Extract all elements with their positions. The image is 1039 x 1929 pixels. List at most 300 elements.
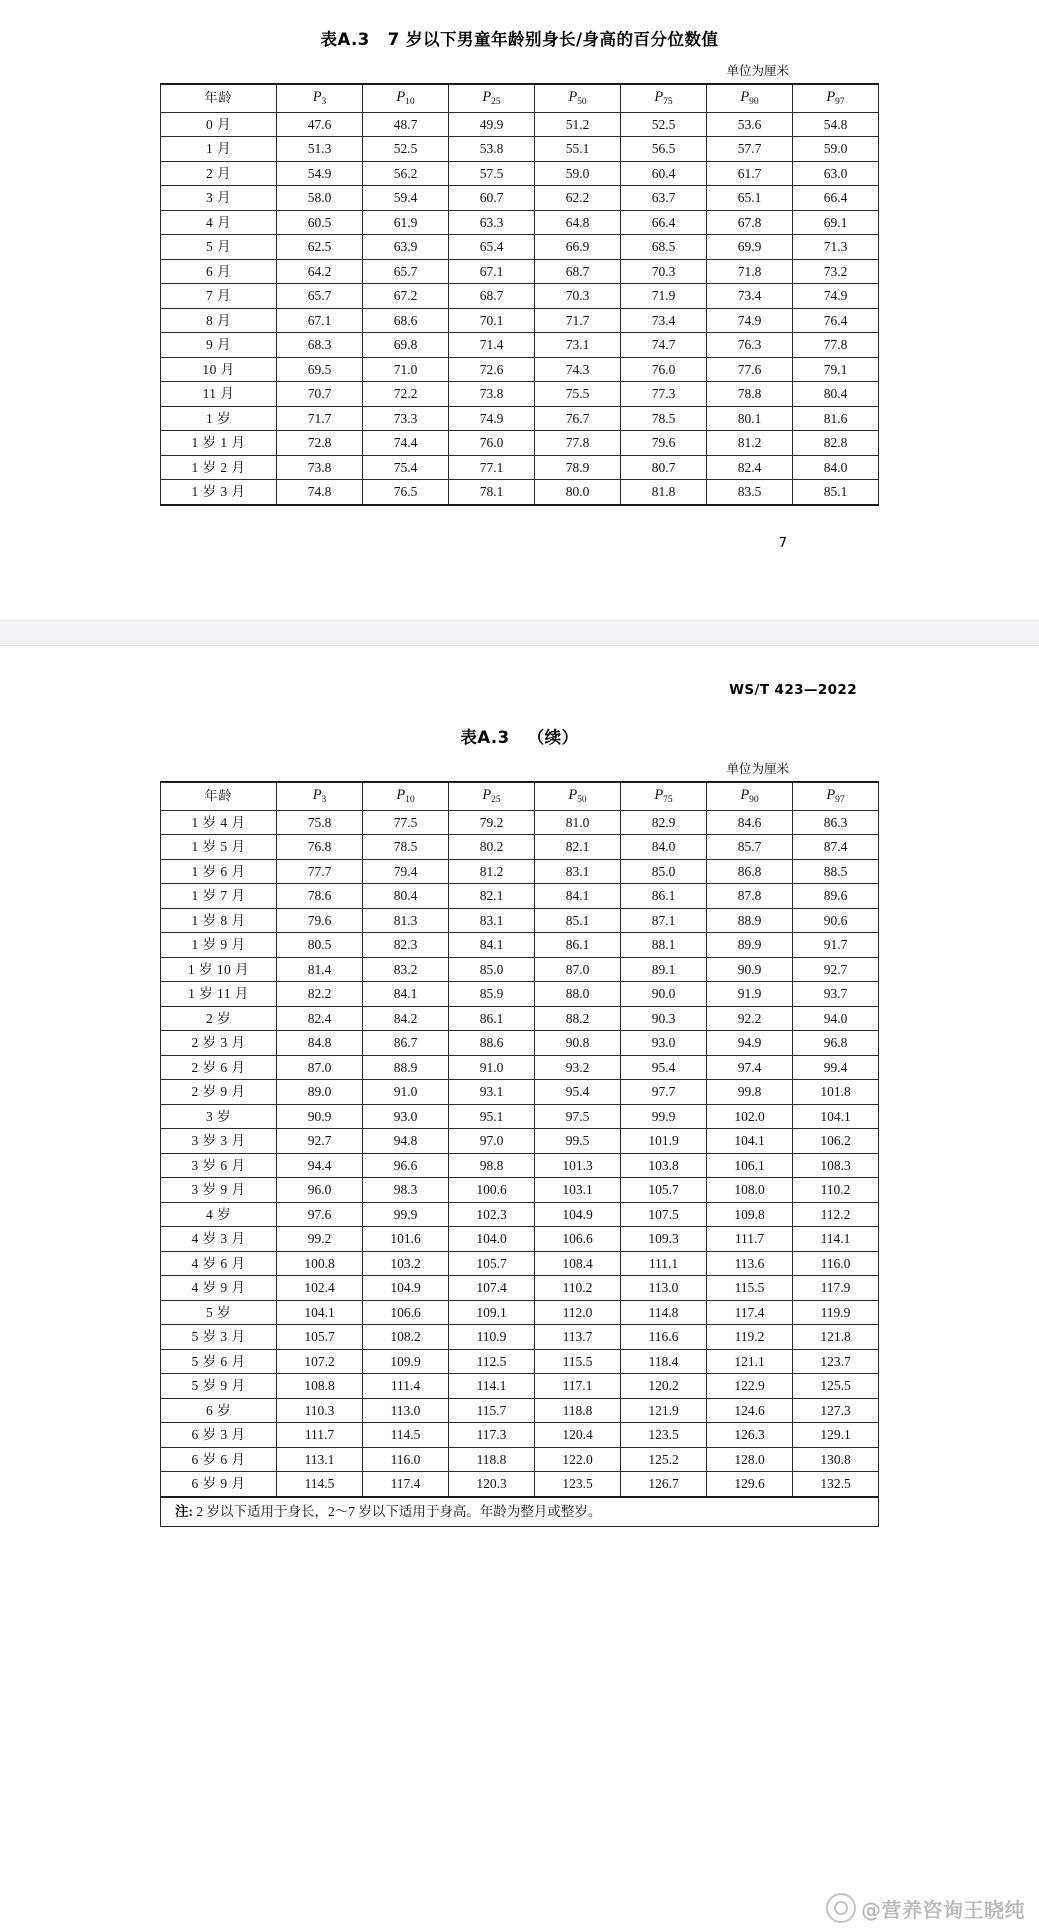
cell-p90: 122.9	[707, 1374, 793, 1399]
cell-p50: 110.2	[535, 1276, 621, 1301]
table-one-title-text: 7 岁以下男童年龄别身长/身高的百分位数值	[387, 30, 719, 49]
cell-p10: 88.9	[363, 1055, 449, 1080]
cell-p97: 101.8	[793, 1080, 879, 1105]
cell-p10: 83.2	[363, 957, 449, 982]
percentile-label: $P_{97}$	[826, 89, 845, 107]
table-row	[161, 1104, 879, 1129]
cell-p25: 102.3	[449, 1202, 535, 1227]
cell-p50: 123.5	[535, 1472, 621, 1497]
cell-p90: 87.8	[707, 884, 793, 909]
cell-p75: 107.5	[621, 1202, 707, 1227]
cell-p75: 56.5	[621, 137, 707, 162]
weibo-logo-icon	[826, 1893, 856, 1923]
percentile-label: $P_{10}$	[396, 787, 415, 805]
cell-p50: 62.2	[535, 186, 621, 211]
cell-p90: 67.8	[707, 210, 793, 235]
cell-p75: 80.7	[621, 455, 707, 480]
cell-age: 4 岁 6 月	[161, 1251, 277, 1276]
cell-p90: 97.4	[707, 1055, 793, 1080]
cell-p97: 66.4	[793, 186, 879, 211]
column-header-age	[161, 782, 277, 810]
cell-p90: 121.1	[707, 1349, 793, 1374]
cell-p90: 126.3	[707, 1423, 793, 1448]
table-row	[161, 1325, 879, 1350]
cell-p97: 110.2	[793, 1178, 879, 1203]
table-row	[161, 1349, 879, 1374]
cell-p10: 56.2	[363, 161, 449, 186]
cell-p25: 68.7	[449, 284, 535, 309]
cell-p97: 96.8	[793, 1031, 879, 1056]
cell-p75: 90.0	[621, 982, 707, 1007]
cell-p25: 86.1	[449, 1006, 535, 1031]
percentile-label: $P_{50}$	[568, 89, 587, 107]
cell-p10: 78.5	[363, 835, 449, 860]
cell-p10: 111.4	[363, 1374, 449, 1399]
cell-p90: 78.8	[707, 382, 793, 407]
table-two-body	[161, 810, 879, 1497]
cell-age: 4 岁 3 月	[161, 1227, 277, 1252]
document-page-two	[0, 646, 1039, 1929]
table-row	[161, 235, 879, 260]
cell-p97: 123.7	[793, 1349, 879, 1374]
cell-age: 1 岁 2 月	[161, 455, 277, 480]
cell-p75: 103.8	[621, 1153, 707, 1178]
cell-p75: 81.8	[621, 480, 707, 505]
cell-p90: 124.6	[707, 1398, 793, 1423]
table-two-unit-label: 单位为厘米	[726, 761, 789, 776]
cell-p25: 107.4	[449, 1276, 535, 1301]
cell-p97: 106.2	[793, 1129, 879, 1154]
column-header-p50	[535, 782, 621, 810]
cell-p10: 59.4	[363, 186, 449, 211]
table-two-header	[161, 782, 879, 810]
cell-p3: 99.2	[277, 1227, 363, 1252]
cell-p75: 95.4	[621, 1055, 707, 1080]
cell-p3: 114.5	[277, 1472, 363, 1497]
cell-p75: 79.6	[621, 431, 707, 456]
table-two-title-text: （续）	[527, 728, 579, 747]
column-header-age	[161, 84, 277, 112]
cell-p97: 125.5	[793, 1374, 879, 1399]
cell-p50: 117.1	[535, 1374, 621, 1399]
cell-age: 7 月	[161, 284, 277, 309]
cell-p10: 81.3	[363, 908, 449, 933]
cell-p10: 109.9	[363, 1349, 449, 1374]
cell-age: 1 岁 4 月	[161, 810, 277, 835]
cell-p25: 114.1	[449, 1374, 535, 1399]
cell-age: 9 月	[161, 333, 277, 358]
cell-p25: 109.1	[449, 1300, 535, 1325]
cell-p97: 88.5	[793, 859, 879, 884]
percentile-label: $P_{97}$	[826, 787, 845, 805]
cell-p90: 94.9	[707, 1031, 793, 1056]
table-two-title	[0, 698, 1039, 748]
column-header-p90	[707, 782, 793, 810]
cell-p10: 67.2	[363, 284, 449, 309]
cell-p3: 54.9	[277, 161, 363, 186]
cell-p25: 82.1	[449, 884, 535, 909]
cell-age: 4 岁 9 月	[161, 1276, 277, 1301]
cell-p10: 76.5	[363, 480, 449, 505]
cell-p97: 114.1	[793, 1227, 879, 1252]
cell-p10: 113.0	[363, 1398, 449, 1423]
cell-p75: 78.5	[621, 406, 707, 431]
column-header-p10	[363, 782, 449, 810]
cell-p97: 129.1	[793, 1423, 879, 1448]
cell-p75: 87.1	[621, 908, 707, 933]
table-row	[161, 308, 879, 333]
cell-p75: 68.5	[621, 235, 707, 260]
column-header-p50	[535, 84, 621, 112]
cell-p10: 74.4	[363, 431, 449, 456]
table-one-header	[161, 84, 879, 112]
cell-p75: 74.7	[621, 333, 707, 358]
cell-p75: 88.1	[621, 933, 707, 958]
column-header-p90	[707, 84, 793, 112]
cell-age: 11 月	[161, 382, 277, 407]
cell-p10: 84.1	[363, 982, 449, 1007]
cell-p97: 82.8	[793, 431, 879, 456]
cell-p97: 69.1	[793, 210, 879, 235]
cell-p50: 93.2	[535, 1055, 621, 1080]
standard-header: WS/T 423—2022	[729, 682, 857, 698]
cell-p75: 111.1	[621, 1251, 707, 1276]
cell-p25: 104.0	[449, 1227, 535, 1252]
cell-p90: 83.5	[707, 480, 793, 505]
cell-p10: 98.3	[363, 1178, 449, 1203]
cell-p97: 59.0	[793, 137, 879, 162]
cell-p75: 52.5	[621, 112, 707, 137]
cell-p25: 73.8	[449, 382, 535, 407]
cell-p25: 95.1	[449, 1104, 535, 1129]
cell-p97: 71.3	[793, 235, 879, 260]
cell-p10: 48.7	[363, 112, 449, 137]
cell-age: 1 岁 8 月	[161, 908, 277, 933]
table-row	[161, 1006, 879, 1031]
cell-p90: 99.8	[707, 1080, 793, 1105]
cell-p10: 61.9	[363, 210, 449, 235]
column-header-p3	[277, 782, 363, 810]
cell-p25: 74.9	[449, 406, 535, 431]
cell-p90: 117.4	[707, 1300, 793, 1325]
cell-p50: 122.0	[535, 1447, 621, 1472]
cell-p25: 91.0	[449, 1055, 535, 1080]
cell-p3: 68.3	[277, 333, 363, 358]
cell-p10: 108.2	[363, 1325, 449, 1350]
cell-p75: 85.0	[621, 859, 707, 884]
cell-p50: 95.4	[535, 1080, 621, 1105]
cell-age: 2 岁	[161, 1006, 277, 1031]
cell-p10: 96.6	[363, 1153, 449, 1178]
cell-p97: 73.2	[793, 259, 879, 284]
cell-age: 1 岁 1 月	[161, 431, 277, 456]
cell-p3: 76.8	[277, 835, 363, 860]
cell-age: 6 岁 9 月	[161, 1472, 277, 1497]
cell-p75: 89.1	[621, 957, 707, 982]
cell-p3: 58.0	[277, 186, 363, 211]
cell-p97: 74.9	[793, 284, 879, 309]
cell-p97: 63.0	[793, 161, 879, 186]
cell-p3: 69.5	[277, 357, 363, 382]
cell-age: 6 岁	[161, 1398, 277, 1423]
cell-p90: 77.6	[707, 357, 793, 382]
cell-p10: 79.4	[363, 859, 449, 884]
table-two-footer	[161, 1497, 879, 1527]
cell-p3: 110.3	[277, 1398, 363, 1423]
cell-age: 1 岁 7 月	[161, 884, 277, 909]
table-two	[160, 781, 879, 1527]
cell-p97: 119.9	[793, 1300, 879, 1325]
cell-p50: 104.9	[535, 1202, 621, 1227]
cell-p25: 83.1	[449, 908, 535, 933]
cell-p90: 69.9	[707, 235, 793, 260]
cell-p50: 78.9	[535, 455, 621, 480]
cell-age: 1 岁	[161, 406, 277, 431]
table-row	[161, 1374, 879, 1399]
column-header-p3	[277, 84, 363, 112]
cell-age: 3 岁 6 月	[161, 1153, 277, 1178]
cell-p10: 93.0	[363, 1104, 449, 1129]
cell-p3: 82.2	[277, 982, 363, 1007]
cell-p25: 49.9	[449, 112, 535, 137]
cell-p97: 80.4	[793, 382, 879, 407]
cell-p25: 79.2	[449, 810, 535, 835]
cell-p10: 77.5	[363, 810, 449, 835]
cell-p90: 73.4	[707, 284, 793, 309]
cell-p75: 86.1	[621, 884, 707, 909]
cell-p75: 73.4	[621, 308, 707, 333]
table-row	[161, 1398, 879, 1423]
table-one-header-row	[161, 84, 879, 112]
cell-p10: 86.7	[363, 1031, 449, 1056]
table-row	[161, 1031, 879, 1056]
cell-p50: 84.1	[535, 884, 621, 909]
cell-p90: 119.2	[707, 1325, 793, 1350]
cell-p25: 100.6	[449, 1178, 535, 1203]
cell-p97: 76.4	[793, 308, 879, 333]
cell-p3: 107.2	[277, 1349, 363, 1374]
cell-p90: 128.0	[707, 1447, 793, 1472]
cell-p25: 115.7	[449, 1398, 535, 1423]
cell-p25: 85.0	[449, 957, 535, 982]
cell-p97: 94.0	[793, 1006, 879, 1031]
cell-age: 5 月	[161, 235, 277, 260]
table-row	[161, 1202, 879, 1227]
cell-p25: 67.1	[449, 259, 535, 284]
table-row	[161, 1178, 879, 1203]
table-two-title-prefix: 表A.3	[460, 728, 510, 747]
column-header-p97	[793, 84, 879, 112]
table-one	[160, 83, 879, 506]
cell-p50: 73.1	[535, 333, 621, 358]
cell-p25: 97.0	[449, 1129, 535, 1154]
cell-p75: 71.9	[621, 284, 707, 309]
cell-p97: 85.1	[793, 480, 879, 505]
note-text: 2 岁以下适用于身长，2～7 岁以下适用于身高。年龄为整月或整岁。	[196, 1503, 602, 1519]
cell-p75: 82.9	[621, 810, 707, 835]
column-header-p97	[793, 782, 879, 810]
table-two-note-cell	[161, 1497, 879, 1527]
cell-p75: 121.9	[621, 1398, 707, 1423]
cell-p97: 89.6	[793, 884, 879, 909]
table-row	[161, 1227, 879, 1252]
table-row	[161, 884, 879, 909]
cell-p25: 71.4	[449, 333, 535, 358]
percentile-label: $P_{75}$	[654, 89, 673, 107]
cell-p25: 85.9	[449, 982, 535, 1007]
table-row	[161, 1055, 879, 1080]
cell-p90: 65.1	[707, 186, 793, 211]
cell-p90: 113.6	[707, 1251, 793, 1276]
cell-p50: 108.4	[535, 1251, 621, 1276]
cell-p75: 123.5	[621, 1423, 707, 1448]
cell-p97: 93.7	[793, 982, 879, 1007]
cell-p97: 132.5	[793, 1472, 879, 1497]
cell-p3: 104.1	[277, 1300, 363, 1325]
cell-p50: 112.0	[535, 1300, 621, 1325]
cell-p90: 104.1	[707, 1129, 793, 1154]
cell-p25: 84.1	[449, 933, 535, 958]
table-row	[161, 957, 879, 982]
table-two-header-row	[161, 782, 879, 810]
cell-age: 1 岁 6 月	[161, 859, 277, 884]
cell-p25: 78.1	[449, 480, 535, 505]
cell-p97: 121.8	[793, 1325, 879, 1350]
percentile-label: $P_{75}$	[654, 787, 673, 805]
cell-p90: 85.7	[707, 835, 793, 860]
cell-age: 8 月	[161, 308, 277, 333]
cell-p25: 112.5	[449, 1349, 535, 1374]
table-row	[161, 1129, 879, 1154]
percentile-label: $P_{10}$	[396, 89, 415, 107]
cell-p3: 79.6	[277, 908, 363, 933]
cell-p3: 73.8	[277, 455, 363, 480]
cell-p90: 76.3	[707, 333, 793, 358]
cell-p50: 77.8	[535, 431, 621, 456]
cell-p3: 77.7	[277, 859, 363, 884]
cell-p10: 68.6	[363, 308, 449, 333]
cell-p90: 84.6	[707, 810, 793, 835]
cell-p25: 70.1	[449, 308, 535, 333]
percentile-label: $P_3$	[312, 787, 327, 805]
cell-p3: 51.3	[277, 137, 363, 162]
cell-age: 4 岁	[161, 1202, 277, 1227]
cell-p97: 87.4	[793, 835, 879, 860]
cell-p90: 115.5	[707, 1276, 793, 1301]
cell-p25: 88.6	[449, 1031, 535, 1056]
cell-p50: 76.7	[535, 406, 621, 431]
cell-p75: 76.0	[621, 357, 707, 382]
cell-p97: 92.7	[793, 957, 879, 982]
cell-p90: 71.8	[707, 259, 793, 284]
table-row	[161, 982, 879, 1007]
table-row	[161, 835, 879, 860]
cell-p25: 80.2	[449, 835, 535, 860]
cell-p90: 109.8	[707, 1202, 793, 1227]
cell-p10: 63.9	[363, 235, 449, 260]
table-row	[161, 933, 879, 958]
cell-p3: 75.8	[277, 810, 363, 835]
table-row	[161, 1447, 879, 1472]
cell-p90: 88.9	[707, 908, 793, 933]
cell-p97: 108.3	[793, 1153, 879, 1178]
cell-p75: 101.9	[621, 1129, 707, 1154]
cell-p97: 81.6	[793, 406, 879, 431]
cell-p10: 116.0	[363, 1447, 449, 1472]
percentile-label: $P_{25}$	[482, 89, 501, 107]
cell-p3: 105.7	[277, 1325, 363, 1350]
cell-p50: 115.5	[535, 1349, 621, 1374]
table-row	[161, 1300, 879, 1325]
cell-p90: 80.1	[707, 406, 793, 431]
table-row	[161, 210, 879, 235]
cell-p3: 62.5	[277, 235, 363, 260]
cell-p50: 103.1	[535, 1178, 621, 1203]
table-row	[161, 455, 879, 480]
cell-p50: 82.1	[535, 835, 621, 860]
document-page-one	[0, 0, 1039, 620]
cell-p75: 109.3	[621, 1227, 707, 1252]
cell-p75: 105.7	[621, 1178, 707, 1203]
cell-p50: 75.5	[535, 382, 621, 407]
cell-p75: 60.4	[621, 161, 707, 186]
table-row	[161, 259, 879, 284]
cell-p97: 99.4	[793, 1055, 879, 1080]
cell-p75: 77.3	[621, 382, 707, 407]
cell-p10: 101.6	[363, 1227, 449, 1252]
percentile-label: $P_{50}$	[568, 787, 587, 805]
cell-p3: 64.2	[277, 259, 363, 284]
cell-p50: 68.7	[535, 259, 621, 284]
table-one-unit-label: 单位为厘米	[726, 63, 789, 78]
cell-p25: 81.2	[449, 859, 535, 884]
cell-p50: 120.4	[535, 1423, 621, 1448]
table-row	[161, 382, 879, 407]
percentile-label: $P_{25}$	[482, 787, 501, 805]
cell-age: 5 岁	[161, 1300, 277, 1325]
cell-p10: 69.8	[363, 333, 449, 358]
cell-p3: 102.4	[277, 1276, 363, 1301]
cell-p90: 86.8	[707, 859, 793, 884]
cell-age: 1 岁 3 月	[161, 480, 277, 505]
cell-p50: 80.0	[535, 480, 621, 505]
table-row	[161, 357, 879, 382]
cell-p25: 117.3	[449, 1423, 535, 1448]
cell-age: 5 岁 6 月	[161, 1349, 277, 1374]
cell-age: 1 月	[161, 137, 277, 162]
cell-p97: 104.1	[793, 1104, 879, 1129]
cell-p97: 86.3	[793, 810, 879, 835]
cell-p50: 113.7	[535, 1325, 621, 1350]
cell-p25: 118.8	[449, 1447, 535, 1472]
cell-age: 6 月	[161, 259, 277, 284]
cell-age: 2 岁 9 月	[161, 1080, 277, 1105]
cell-p90: 92.2	[707, 1006, 793, 1031]
table-one-body	[161, 112, 879, 505]
cell-p97: 84.0	[793, 455, 879, 480]
cell-age: 6 岁 3 月	[161, 1423, 277, 1448]
cell-p50: 81.0	[535, 810, 621, 835]
cell-p3: 92.7	[277, 1129, 363, 1154]
cell-age: 10 月	[161, 357, 277, 382]
cell-p50: 51.2	[535, 112, 621, 137]
cell-p50: 86.1	[535, 933, 621, 958]
cell-p25: 77.1	[449, 455, 535, 480]
cell-p3: 82.4	[277, 1006, 363, 1031]
cell-age: 1 岁 10 月	[161, 957, 277, 982]
cell-p3: 81.4	[277, 957, 363, 982]
cell-p3: 97.6	[277, 1202, 363, 1227]
